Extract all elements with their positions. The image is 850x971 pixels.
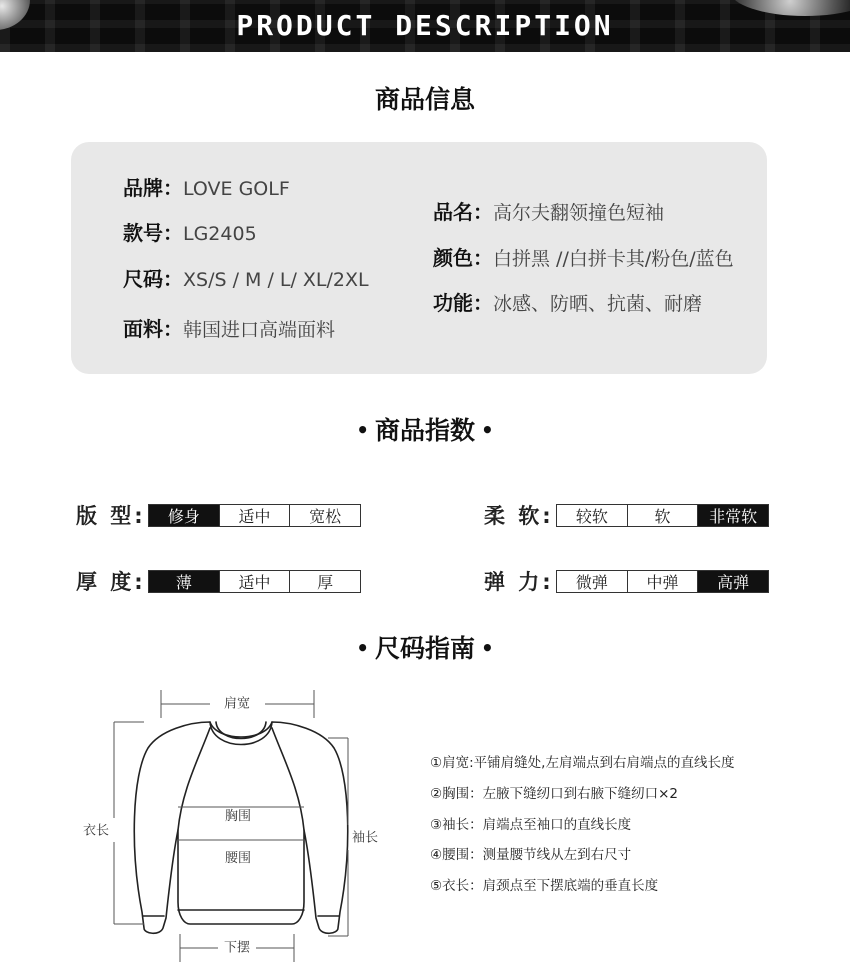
bullet-icon: • — [481, 418, 494, 442]
header-banner — [0, 0, 850, 52]
product-index-title — [0, 414, 850, 447]
info-label: 品牌： — [123, 176, 183, 200]
sweater-outline — [134, 722, 347, 933]
scale-elasticity — [556, 570, 769, 593]
info-value: 白拼黑 //白拼卡其/粉色/蓝色 — [493, 248, 734, 270]
scale-option: 宽松 — [289, 505, 360, 526]
label-sleeve: 袖长 — [351, 830, 379, 846]
guide-note-waist: ④腰围：测量腰节线从左到右尺寸 — [430, 847, 632, 863]
info-value: 冰感、防晒、抗菌、耐磨 — [493, 293, 703, 315]
info-value: LG2405 — [183, 223, 257, 245]
scale-option: 非常软 — [697, 505, 768, 526]
info-label: 功能： — [433, 291, 493, 315]
guide-note-sleeve: ③袖长：肩端点至袖口的直线长度 — [430, 817, 632, 833]
info-value: 高尔夫翻领撞色短袖 — [493, 202, 665, 224]
bullet-icon: • — [481, 636, 494, 660]
bullet-icon: • — [356, 418, 369, 442]
scale-option: 厚 — [289, 571, 360, 592]
label-length: 衣长 — [82, 823, 110, 839]
info-value: 韩国进口高端面料 — [183, 319, 336, 341]
scale-option: 适中 — [219, 505, 290, 526]
collar — [210, 722, 272, 745]
scale-option: 中弹 — [627, 571, 698, 592]
info-label: 款号： — [123, 221, 183, 245]
scale-option: 较软 — [575, 507, 608, 526]
scale-option: 软 — [627, 505, 698, 526]
info-fabric — [123, 316, 335, 343]
info-brand — [123, 175, 290, 202]
bullet-icon: • — [356, 636, 369, 660]
size-guide-title-text: 尺码指南 — [374, 634, 475, 663]
guide-note-shoulder: ①肩宽:平铺肩缝处,左肩端点到右肩端点的直线长度 — [430, 755, 735, 771]
info-product-name — [433, 199, 664, 226]
scale-option: 修身 — [149, 505, 219, 526]
product-info-card — [71, 142, 767, 374]
scale-option: 适中 — [219, 571, 290, 592]
info-value: LOVE GOLF — [183, 178, 290, 200]
info-features — [433, 290, 702, 317]
index-label-softness: 柔 软: — [484, 504, 554, 528]
scale-option: 微弹 — [575, 573, 608, 592]
index-label-fit: 版 型: — [76, 504, 146, 528]
info-label: 面料： — [123, 317, 183, 341]
banner-title: PRODUCT DESCRIPTION — [236, 9, 614, 42]
info-label: 颜色： — [433, 246, 493, 270]
scale-thickness — [148, 570, 361, 593]
label-chest: 胸围 — [224, 809, 252, 824]
info-sizes — [123, 266, 369, 293]
info-colors — [433, 245, 734, 272]
scale-softness — [556, 504, 769, 527]
size-guide-title — [0, 632, 850, 665]
scale-option: 薄 — [149, 571, 219, 592]
guide-note-length: ⑤衣长：肩颈点至下摆底端的垂直长度 — [430, 878, 659, 894]
guide-note-chest: ②胸围：左腋下缝纫口到右腋下缝纫口×2 — [430, 786, 679, 802]
index-label-elasticity: 弹 力: — [484, 570, 554, 594]
label-waist: 腰围 — [224, 851, 252, 866]
info-label: 尺码： — [123, 267, 183, 291]
product-index-title-text: 商品指数 — [374, 416, 475, 445]
sweater-measurement-diagram — [60, 680, 400, 971]
label-shoulder: 肩宽 — [223, 696, 251, 712]
scale-option: 高弹 — [697, 571, 768, 592]
index-label-thickness: 厚 度: — [76, 570, 146, 594]
info-style-number — [123, 220, 257, 247]
scale-fit — [148, 504, 361, 527]
info-value: XS/S / M / L/ XL/2XL — [183, 269, 369, 291]
info-label: 品名： — [433, 200, 493, 224]
label-hem: 下摆 — [223, 940, 251, 956]
product-info-title: 商品信息 — [374, 85, 475, 114]
